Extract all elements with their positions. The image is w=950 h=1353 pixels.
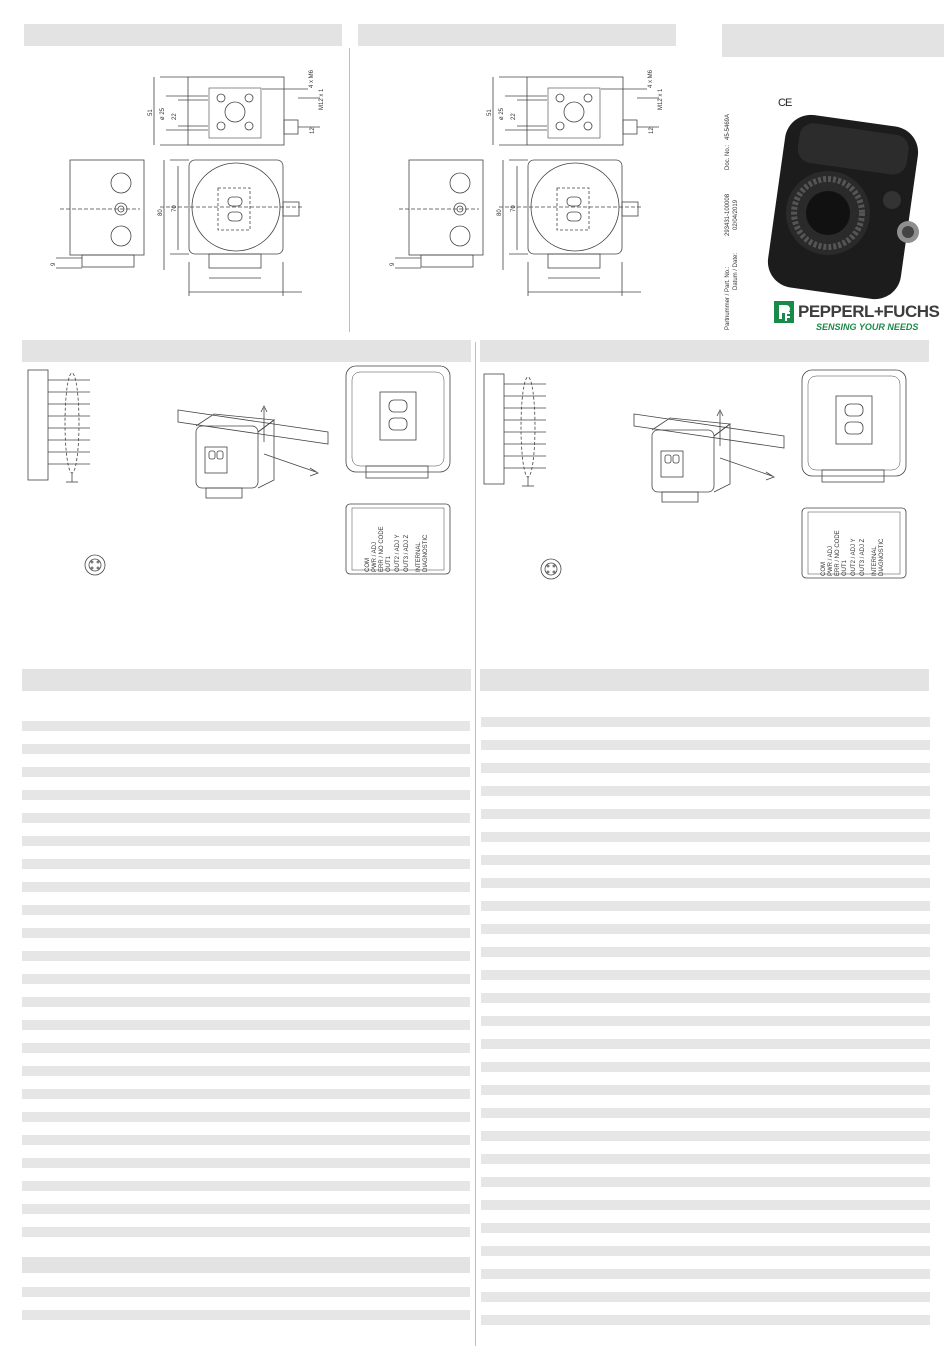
doc-number-value: 45-5469A — [725, 113, 731, 140]
table-row — [481, 740, 930, 750]
table-row — [22, 1204, 470, 1214]
dim-m12-label: M12 x 1 — [658, 88, 664, 110]
pin-label: OUT3 / ADJ Z — [860, 538, 866, 576]
table-row — [22, 905, 470, 915]
table-row — [481, 970, 930, 980]
table-row — [22, 836, 470, 846]
table-row — [481, 1200, 930, 1210]
dim-22-label: 22 — [511, 113, 517, 120]
table-row — [22, 859, 470, 869]
pin-label: INTERNAL — [416, 542, 422, 572]
dim-12-label: 12 — [649, 127, 655, 134]
table-row — [22, 790, 470, 800]
table-row — [481, 878, 930, 888]
table-row — [22, 974, 470, 984]
table-row — [481, 1016, 930, 1026]
table-row — [22, 928, 470, 938]
table-row — [22, 813, 470, 823]
pin-label: OUT1 — [842, 559, 848, 576]
table-row — [481, 1062, 930, 1072]
table-row — [481, 947, 930, 957]
table-row — [22, 1066, 470, 1076]
table-row — [22, 882, 470, 892]
table-row — [481, 1131, 930, 1141]
pin-label: COM — [821, 562, 827, 576]
pin-label: INTERNAL — [872, 546, 878, 576]
table-row — [481, 763, 930, 773]
table-row — [22, 1287, 470, 1297]
dim-m6-label: 4 x M6 — [648, 69, 654, 88]
table-row — [481, 993, 930, 1003]
table-row — [22, 1227, 470, 1237]
part-number-label: Partnummer / Part. No.: — [725, 266, 731, 330]
pin-label: DIAGNOSTIC — [423, 534, 429, 572]
dim-51-label: 51 — [148, 109, 154, 116]
table-row — [481, 1039, 930, 1049]
table-row — [22, 744, 470, 754]
table-header-stripe — [22, 1257, 470, 1273]
table-row — [22, 1043, 470, 1053]
table-row — [22, 1181, 470, 1191]
table-row — [481, 717, 930, 727]
pin-label: DIAGNOSTIC — [879, 538, 885, 576]
table-row — [22, 997, 470, 1007]
table-row — [22, 721, 470, 731]
pin-label: COM — [365, 558, 371, 572]
pin-label: ERR / NO CODE — [835, 530, 841, 576]
part-number-value: 293431-100008 — [725, 193, 731, 236]
table-row — [22, 951, 470, 961]
pin-label: OUT2 / ADJ Y — [395, 534, 401, 572]
table-row — [481, 809, 930, 819]
logo-slogan: SENSING YOUR NEEDS — [816, 322, 919, 332]
date-value: 02/04/2019 — [733, 199, 739, 230]
table-row — [481, 901, 930, 911]
pin-label: OUT1 — [386, 555, 392, 572]
pin-label: OUT2 / ADJ Y — [851, 538, 857, 576]
table-row — [22, 1135, 470, 1145]
pin-label: OUT3 / ADJ Z — [404, 534, 410, 572]
table-row — [22, 1158, 470, 1168]
dim-phi25-label: ø 25 — [499, 107, 505, 120]
dim-m6-label: 4 x M6 — [309, 69, 315, 88]
table-row — [481, 1154, 930, 1164]
dim-70-label: 70 — [172, 205, 178, 212]
dim-9-label: 9 — [390, 262, 396, 266]
table-row — [481, 832, 930, 842]
table-row — [481, 1223, 930, 1233]
table-row — [481, 1269, 930, 1279]
table-row — [22, 1089, 470, 1099]
ce-mark: CE — [778, 97, 792, 109]
dim-22-label: 22 — [172, 113, 178, 120]
dim-80-label: 80 — [497, 209, 503, 216]
table-row — [22, 1310, 470, 1320]
dim-9-label: 9 — [51, 262, 57, 266]
table-row — [22, 1020, 470, 1030]
dim-phi25-label: ø 25 — [160, 107, 166, 120]
pin-label: ERR / NO CODE — [379, 526, 385, 572]
dim-80-label: 80 — [158, 209, 164, 216]
doc-number-label: Doc. No.: — [725, 144, 731, 170]
table-row — [481, 1085, 930, 1095]
dim-12-label: 12 — [310, 127, 316, 134]
table-row — [481, 786, 930, 796]
dim-m12-label: M12 x 1 — [319, 88, 325, 110]
dim-70-label: 70 — [511, 205, 517, 212]
date-label: Datum / Date: — [733, 252, 739, 290]
table-row — [481, 1246, 930, 1256]
table-row — [22, 767, 470, 777]
table-row — [481, 1177, 930, 1187]
pin-label: PWR / ADJ — [828, 545, 834, 576]
header-bar-section-right — [480, 669, 929, 691]
dim-51-label: 51 — [487, 109, 493, 116]
table-row — [481, 1292, 930, 1302]
table-row — [481, 924, 930, 934]
table-row — [481, 1108, 930, 1118]
table-row — [481, 855, 930, 865]
table-row — [481, 1315, 930, 1325]
table-row — [22, 1112, 470, 1122]
pin-label: PWR / ADJ — [372, 541, 378, 572]
header-bar-section-left — [22, 669, 471, 691]
connection-diagrams — [0, 0, 950, 600]
logo-name: PEPPERL+FUCHS — [798, 302, 940, 321]
